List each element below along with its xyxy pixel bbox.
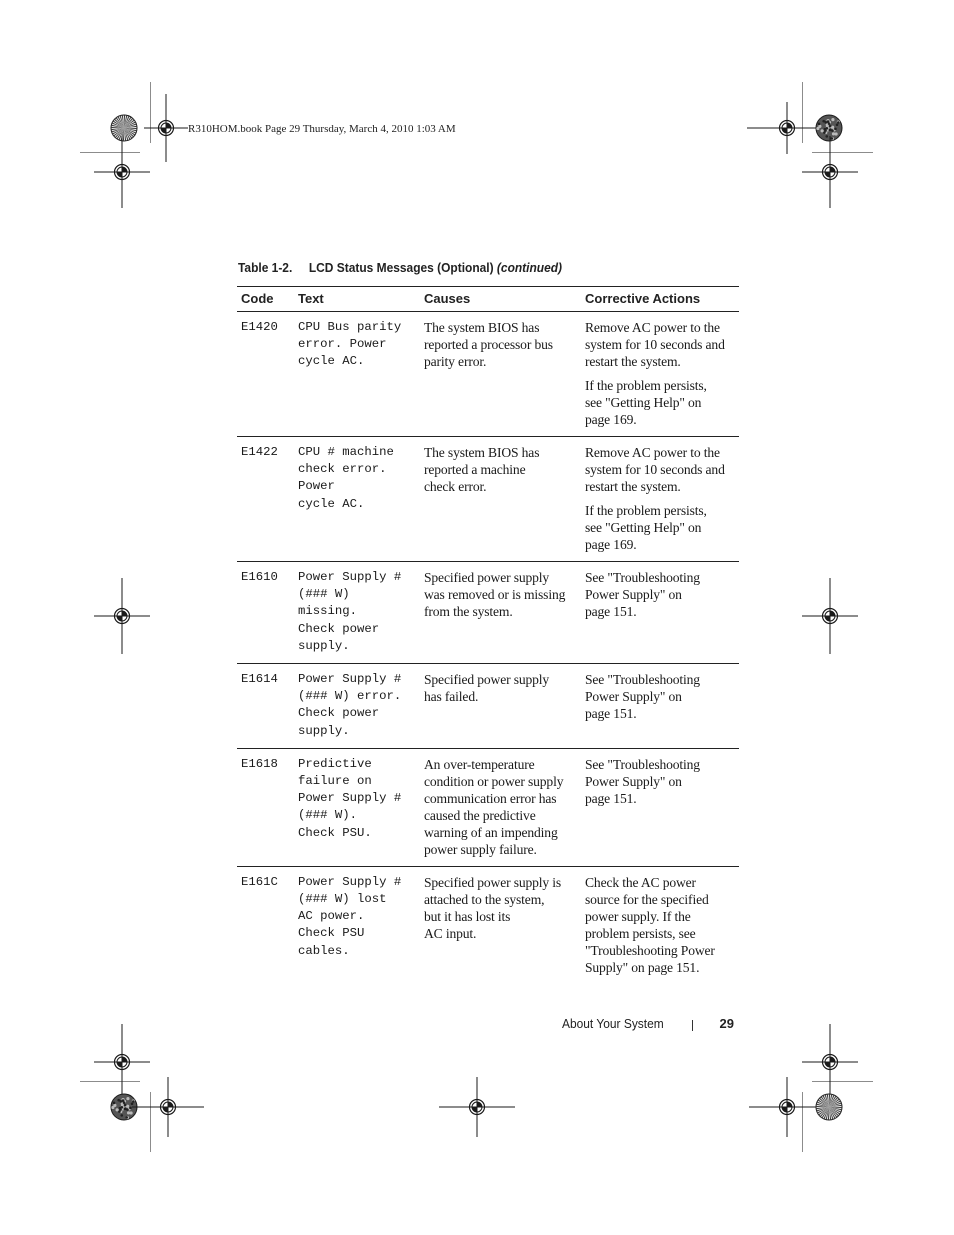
message-cause: An over-temperature condition or power supply communication error has caused the predictive warning of an impending power supply failure. (420, 748, 581, 866)
message-code: E1420 (237, 312, 294, 437)
header-text: Text (294, 287, 420, 312)
crop-mark-line (80, 1081, 140, 1082)
header-corrective-actions: Corrective Actions (581, 287, 739, 312)
page-footer (560, 1016, 736, 1034)
corrective-action (581, 748, 739, 866)
registration-crosshair-icon (802, 136, 858, 208)
starburst-registration-icon (815, 1093, 843, 1121)
table-title: LCD Status Messages (Optional) (308, 260, 494, 275)
registration-crosshair-icon (802, 578, 858, 654)
table-row (237, 748, 739, 866)
table-continued-note: (continued) (496, 260, 563, 275)
page-number: 29 (719, 1016, 734, 1031)
registration-crosshair-icon (749, 1077, 825, 1137)
message-cause: The system BIOS has reported a processor bus parity error. (420, 312, 581, 437)
table-row (237, 437, 739, 562)
action-paragraph: Check the AC power source for the specified power supply. If the problem persists, see "Troubleshooting Power Supply" on page 151. (585, 874, 715, 975)
header-causes: Causes (420, 287, 581, 312)
message-code: E1618 (237, 748, 294, 866)
table-row (237, 866, 739, 984)
corrective-action (581, 312, 739, 437)
table-number: Table 1-2. (238, 260, 293, 275)
action-paragraph: See "Troubleshooting Power Supply" on page 151. (585, 570, 700, 619)
table-row (237, 562, 739, 664)
registration-crosshair-icon (94, 136, 150, 208)
crop-mark-line (802, 1092, 803, 1152)
corrective-action (581, 664, 739, 749)
action-paragraph: Remove AC power to the system for 10 seconds and restart the system. (585, 320, 725, 369)
message-text: Power Supply # (### W) error. Check power supply. (294, 664, 420, 749)
message-cause: The system BIOS has reported a machine check error. (420, 437, 581, 562)
corrective-action (581, 562, 739, 664)
message-code: E1610 (237, 562, 294, 664)
message-code: E1422 (237, 437, 294, 562)
footer-separator (692, 1020, 693, 1031)
table-row (237, 664, 739, 749)
message-text: Predictive failure on Power Supply # (### W). Check PSU. (294, 748, 420, 866)
message-cause: Specified power supply is attached to the system, but it has lost its AC input. (424, 874, 562, 941)
action-paragraph: See "Troubleshooting Power Supply" on page 151. (585, 672, 700, 722)
message-code: E161C (241, 874, 278, 889)
corrective-action (581, 866, 739, 984)
table-row (237, 312, 739, 437)
header-code: Code (237, 287, 294, 312)
print-slug: R310HOM.book Page 29 Thursday, March 4, 2010 1:03 AM (188, 123, 456, 135)
footer-section-title: About Your System (562, 1016, 664, 1031)
table-header-row (237, 287, 739, 312)
registration-crosshair-icon (439, 1077, 515, 1137)
registration-crosshair-icon (94, 578, 150, 654)
action-paragraph: If the problem persists, see "Getting Help" on page 169. (585, 378, 707, 427)
crop-mark-line (150, 82, 151, 143)
message-text: CPU Bus parity error. Power cycle AC. (294, 312, 420, 437)
table-caption (238, 260, 562, 275)
message-text: CPU # machine check error. Power cycle AC. (294, 437, 420, 562)
crop-mark-line (802, 82, 803, 143)
registration-crosshair-icon (132, 1077, 204, 1137)
action-paragraph: See "Troubleshooting Power Supply" on page 151. (585, 756, 700, 806)
message-text: Power Supply # (### W) missing. Check power supply. (294, 562, 420, 664)
corrective-action (581, 437, 739, 562)
lcd-status-table (237, 286, 739, 984)
action-paragraph: Remove AC power to the system for 10 seconds and restart the system. (585, 445, 725, 494)
message-code: E1614 (237, 664, 294, 749)
message-cause: Specified power supply has failed. (420, 664, 581, 749)
message-text: Power Supply # (### W) lost AC power. Check PSU cables. (298, 874, 402, 958)
message-cause: Specified power supply was removed or is missing from the system. (420, 562, 581, 664)
action-paragraph: If the problem persists, see "Getting Help" on page 169. (585, 503, 707, 552)
